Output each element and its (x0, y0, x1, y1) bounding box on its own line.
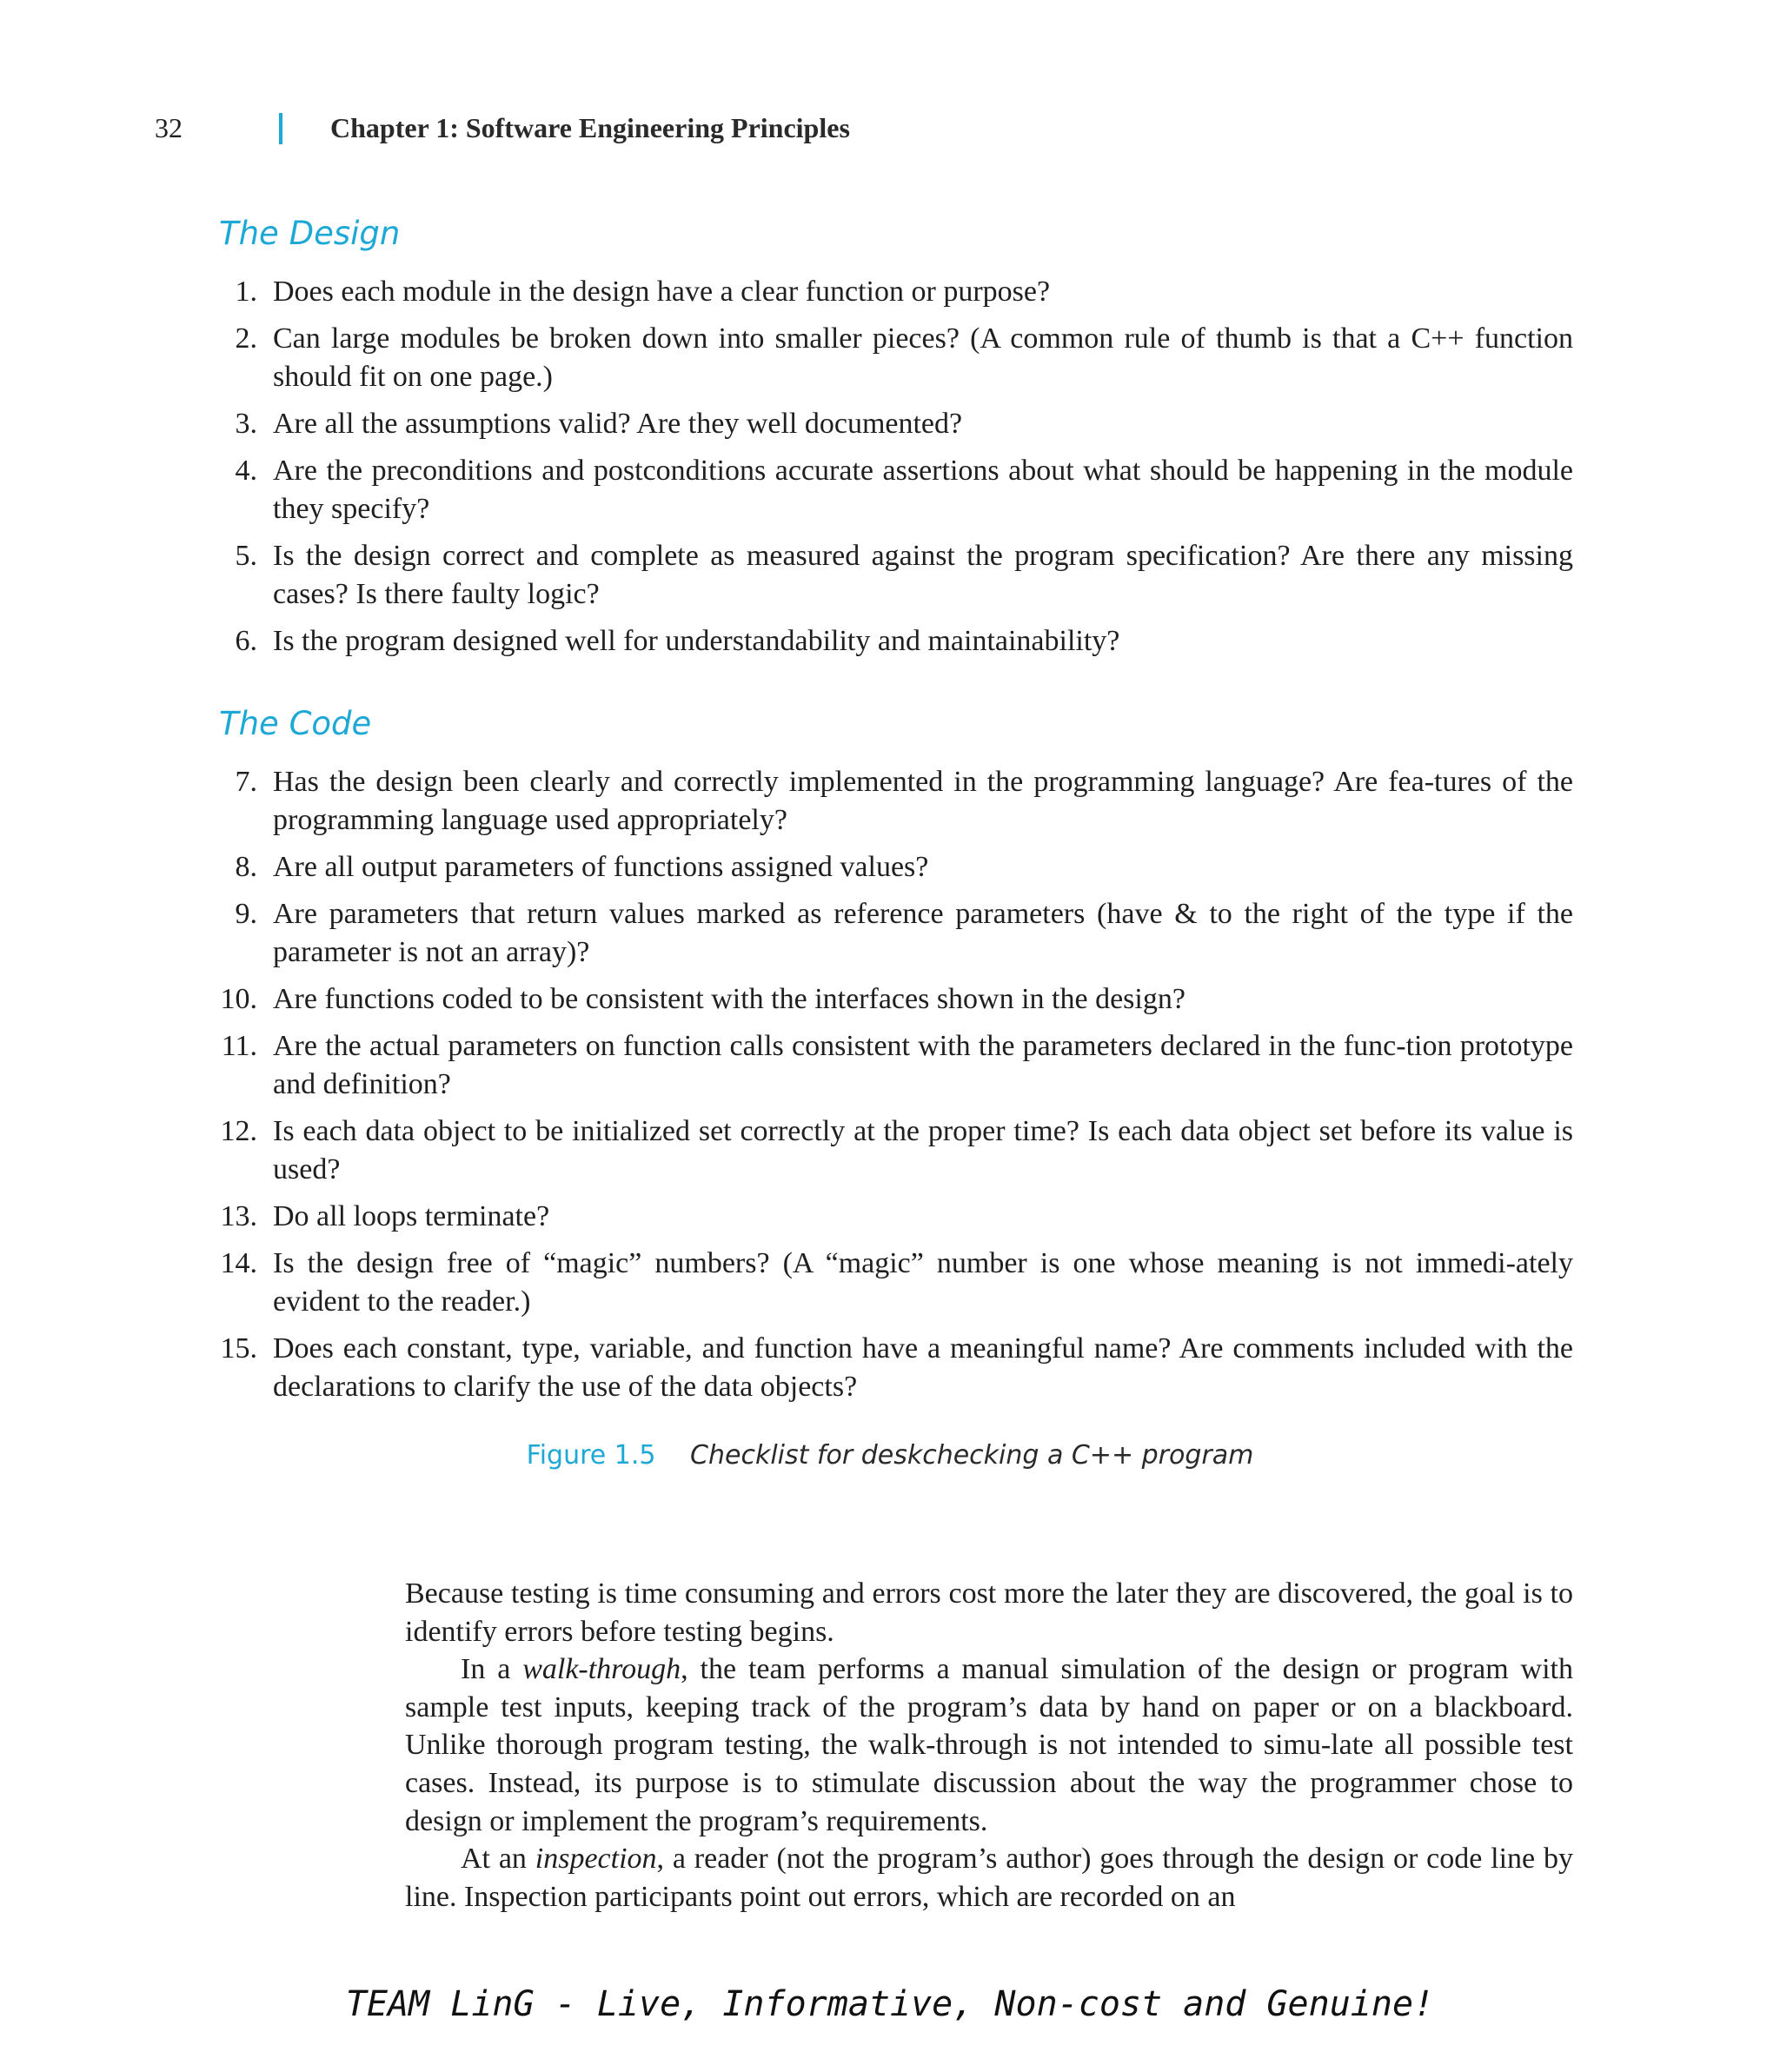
item-number: 13. (220, 1200, 257, 1232)
item-text: Is the program designed well for understandability and maintainability? (273, 625, 1120, 657)
item-number: 3. (235, 408, 257, 440)
item-number: 15. (220, 1332, 257, 1365)
checklist-item (209, 452, 1582, 528)
paragraph-rest: , a reader (not the program’s author) goes through the design or code line by line. Inspection participants point out errors, which are recorded on an (405, 1843, 1573, 1913)
item-number: 6. (235, 625, 257, 657)
item-text: Does each constant, type, variable, and function have a meaningful name? Are comments included with the declarations to clarify the use of the data objects? (273, 1332, 1573, 1403)
checklist-item (209, 1330, 1582, 1406)
item-number: 9. (235, 898, 257, 930)
figure-caption (0, 1438, 1780, 1473)
checklist-item (209, 622, 1582, 661)
design-checklist (209, 273, 1582, 669)
paragraph (405, 1840, 1573, 1916)
item-number: 11. (221, 1030, 257, 1062)
body-text (405, 1575, 1573, 1916)
code-checklist (209, 763, 1582, 1415)
checklist-item (209, 980, 1582, 1019)
item-number: 12. (220, 1115, 257, 1147)
checklist-item (209, 537, 1582, 614)
item-text: Are the preconditions and postconditions accurate assertions about what should be happening in the module they specify? (273, 455, 1573, 525)
figure-title: Checklist for deskchecking a C++ program (690, 1440, 1254, 1471)
checklist-item (209, 1198, 1582, 1236)
item-number: 10. (220, 983, 257, 1015)
checklist-item (209, 320, 1582, 396)
item-text: Do all loops terminate? (273, 1200, 550, 1232)
page-header (0, 108, 1780, 151)
section-heading-code: The Code (219, 705, 372, 742)
term-walk-through: walk-through (522, 1653, 681, 1686)
checklist-item (209, 273, 1582, 311)
footer-watermark: TEAM LinG - Live, Informative, Non-cost and Genuine! (345, 1984, 1435, 2024)
item-number: 5. (235, 540, 257, 572)
item-text: Are parameters that return values marked as reference parameters (have & to the right of the type if the parameter is not an array)? (273, 898, 1573, 968)
item-text: Has the design been clearly and correctly implemented in the programming language? Are fea-tures of the programming language used appropriately? (273, 766, 1573, 836)
paragraph (405, 1650, 1573, 1840)
paragraph-rest: , the team performs a manual simulation of the design or program with sample test inputs, keeping track of the program’s data by hand on paper or on a blackboard. Unlike thorough program testing, the walk-through is not intended to simu-late all possible test cases. Instead, its purpose is to stimulate discussion about the way the programmer chose to design or implement the program’s requirements. (405, 1653, 1573, 1837)
header-divider (279, 113, 282, 144)
paragraph-lead: In a (461, 1653, 523, 1686)
checklist-item (209, 848, 1582, 887)
figure-label: Figure 1.5 (526, 1440, 656, 1471)
checklist-item (209, 763, 1582, 840)
checklist-item (209, 895, 1582, 972)
item-number: 8. (235, 851, 257, 883)
checklist-item (209, 405, 1582, 443)
page-number: 32 (155, 112, 183, 143)
checklist-item (209, 1027, 1582, 1104)
item-text: Is the design free of “magic” numbers? (A “magic” number is one whose meaning is not immedi-ately evident to the reader.) (273, 1247, 1573, 1318)
item-text: Are the actual parameters on function calls consistent with the parameters declared in the func-tion prototype and definition? (273, 1030, 1573, 1100)
checklist-item (209, 1245, 1582, 1321)
item-number: 2. (235, 322, 257, 355)
item-text: Are functions coded to be consistent with the interfaces shown in the design? (273, 983, 1186, 1015)
term-inspection: inspection (535, 1843, 657, 1876)
item-number: 1. (235, 276, 257, 308)
running-head: Chapter 1: Software Engineering Principles (330, 112, 850, 143)
item-text: Are all output parameters of functions assigned values? (273, 851, 929, 883)
item-text: Can large modules be broken down into smaller pieces? (A common rule of thumb is that a C++ function should fit on one page.) (273, 322, 1573, 393)
item-text: Is each data object to be initialized set correctly at the proper time? Is each data object set before its value is used? (273, 1115, 1573, 1185)
item-number: 7. (235, 766, 257, 798)
item-number: 14. (220, 1247, 257, 1279)
item-text: Does each module in the design have a clear function or purpose? (273, 276, 1051, 308)
paragraph-lead: At an (461, 1843, 535, 1876)
section-heading-design: The Design (219, 215, 401, 252)
item-text: Are all the assumptions valid? Are they well documented? (273, 408, 963, 440)
paragraph: Because testing is time consuming and errors cost more the later they are discovered, the goal is to identify errors before testing begins. (405, 1577, 1573, 1648)
item-text: Is the design correct and complete as measured against the program specification? Are there any missing cases? Is there faulty logic? (273, 540, 1573, 610)
checklist-item (209, 1112, 1582, 1189)
item-number: 4. (235, 455, 257, 487)
